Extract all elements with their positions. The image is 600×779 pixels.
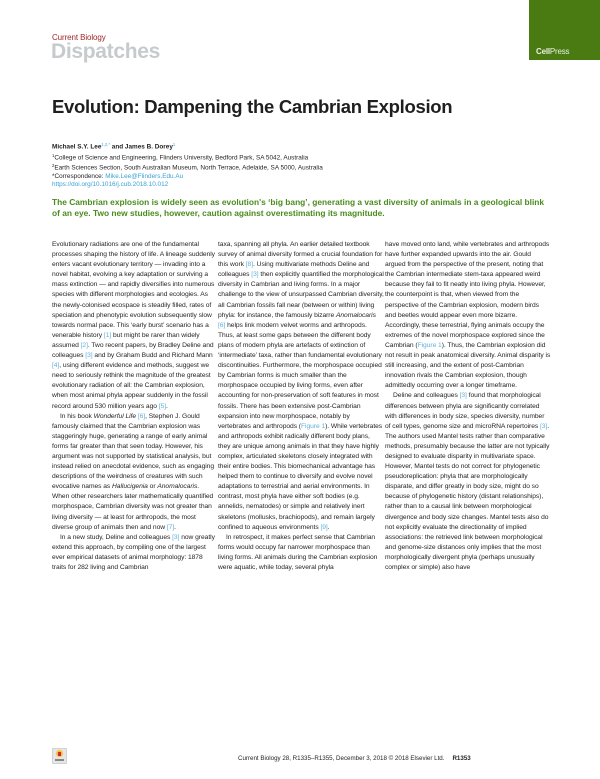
text: . When other researchers later mathematically quantified morphospace, Cambrian diversity was not greater than living diversity — at least for arthropods, the most diverse group of animals then and now	[52, 483, 214, 531]
paragraph	[52, 533, 218, 573]
text: then explicitly quantified the morphological diversity in Cambrian and living forms. In a major challenge to the view of unsurpassed Cambrian diversity, all Cambrian fossils fall near (between or within) living phyla: for instance, the famously bizarre	[218, 271, 384, 319]
page-footer	[238, 755, 471, 762]
author-joiner: and	[110, 143, 125, 151]
reference-link-1[interactable]: [1]	[103, 331, 112, 339]
reference-link-3[interactable]: [3]	[172, 533, 180, 541]
text: or	[147, 483, 158, 491]
text: , using different evidence and methods, suggest we need to seriously rethink the magnitude of the greatest evolutionary radiation of all: the Cambrian explosion, when most animal phyla appear suddenly in the fossil record around 530 million years ago	[52, 362, 211, 410]
logo-cell: Cell	[536, 47, 550, 56]
reference-link-3[interactable]: [3]	[85, 352, 93, 360]
journal-name: Current Biology	[52, 33, 106, 42]
text: , Stephen J. Gould famously claimed that the Cambrian explosion was staggeringly huge, generating a range of early animal forms far greater than that seen today. However, his argument was not supported by statistical analysis, but instead relied on anecdotal evidence, such as engaging descriptions of the weirdness of creatures with such evocative names as	[52, 412, 215, 491]
affiliation-marker: 2	[52, 163, 55, 169]
paragraph	[385, 240, 551, 391]
crossmark-check-updates-icon[interactable]	[52, 748, 67, 764]
reference-link-3[interactable]: [3]	[459, 392, 467, 400]
affiliation	[52, 162, 323, 173]
reference-link-9[interactable]: [9]	[320, 523, 328, 531]
body-column-3	[385, 240, 551, 573]
reference-link-7[interactable]: [7]	[166, 523, 175, 531]
abstract: The Cambrian explosion is widely seen as evolution's ‘big bang’, generating a vast diversity of animals in a geological blink of an eye. Two new studies, however, caution against overestimating its magnitude.	[52, 197, 545, 218]
taxon-name: Hallucigenia	[112, 483, 148, 491]
paragraph	[218, 240, 384, 533]
doi	[52, 181, 323, 189]
page-number: R1353	[452, 755, 471, 762]
affiliation	[52, 152, 323, 163]
text: In his book	[60, 412, 94, 420]
author-block	[52, 141, 323, 190]
text: In retrospect, it makes perfect sense that Cambrian forms would occupy far narrower morphospace than living forms. All animals during the Cambrian explosion were aquatic, while today, several phyla	[218, 533, 378, 571]
correspondence-label: *Correspondence:	[52, 173, 106, 181]
text: Deline and colleagues	[393, 392, 460, 400]
affiliation-marker: 1	[52, 152, 55, 158]
book-title: Wonderful Life	[93, 412, 137, 420]
author-affiliation-marker[interactable]: 1,2,*	[101, 142, 110, 147]
body-column-2	[218, 240, 384, 573]
paragraph	[52, 412, 218, 533]
author-name: Michael S.Y. Lee	[52, 143, 102, 151]
cellpress-logo[interactable]	[529, 0, 600, 60]
correspondence	[52, 173, 323, 181]
text: . The authors used Mantel tests rather than comparative methods, presumably because the latter are not typically designed to evaluate disparity in multivariate space. However, Mantel tests do not correct for phylogenetic pseudoreplication: phyla that are morphologically disparate, and differ greatly in body size, might do so because of phylogenetic history (distant relationships), rather than to a causal link between morphological divergence and body size changes. Mantel tests also do not explicitly evaluate the directionality of implied associations: the retrieved link between morphological and genome-size distances only implies that the most morphologically divergent phyla (perhaps unusually complex or simple) also have	[385, 422, 550, 571]
paragraph	[218, 533, 384, 573]
taxon-name: Anomalocaris	[157, 483, 198, 491]
text: have moved onto land, while vertebrates and arthropods have further expanded upwards into the air. Gould argued from the perspective of the present, noting that the Cambrian intermediate stem-taxa appeared weird because they fail to fit neatly into living phyla. However, the counterpoint is that, when viewed from the perspective of the Cambrian explosion, modern birds and beetles would appear even more bizarre. Accordingly, these terrestrial, flying animals occupy the extremes of the novel morphospace explored since the Cambrian (	[385, 241, 550, 349]
logo-press: Press	[549, 47, 570, 56]
citation: Current Biology 28, R1335–R1355, December 3, 2018 © 2018 Elsevier Ltd.	[238, 755, 445, 762]
text: found that morphological differences between phyla are significantly correlated with differences in body size, species diversity, number of cell types, genome size and microRNA repertoires	[385, 392, 545, 430]
text: helps link modern velvet worms and arthropods. Thus, at least some gaps between the different body plans of modern phyla are artefacts of extinction of ‘intermediate’ taxa, rather than fundamental evolutionary discontinuities. Furthermore, the morphospace occupied by Cambrian forms is much smaller than the morphospace occupied by living forms, even after accounting for non-preservation of soft features in most fossils. There has been extensive post-Cambrian expansion into new morphospace, notably by vertebrates and arthropods (	[218, 321, 382, 430]
text: . Two recent papers, by Bradley Deline and colleagues	[52, 341, 214, 360]
reference-link-6[interactable]: [6]	[137, 412, 146, 420]
paragraph	[385, 391, 551, 573]
text: taxa, spanning all phyla. An earlier detailed textbook survey of animal diversity formed a crucial foundation for this work	[218, 241, 383, 269]
text: now greatly extend this approach, by compiling one of the largest ever empirical datasets of animal morphology: 1878 traits for 282 living and Cambrian	[52, 533, 215, 571]
text: .	[166, 402, 168, 410]
text: In a new study, Deline and colleagues	[60, 533, 173, 541]
reference-link-6[interactable]: [6]	[218, 321, 226, 329]
text: . Using multivariate methods Deline and colleagues	[218, 261, 370, 279]
text: .	[327, 523, 330, 531]
reference-link-4[interactable]: [4]	[52, 362, 60, 370]
author-affiliation-marker[interactable]: 1	[172, 142, 176, 147]
affiliation-text: College of Science and Engineering, Flinders University, Bedford Park, SA 5042, Australia	[54, 154, 309, 162]
text: ). While vertebrates and arthropods exhibit radically different body plans, they are unique among animals in that they have highly complex, articulated skeletons closely integrated with their entire bodies. This biomechanical advantage has helped them to continue to diversify and evolve novel adaptations to terrestrial and aerial environments. In contrast, most phyla have either soft bodies (e.g. annelids, nematodes) or simple and relatively inert skeletons (mollusks, brachiopods), and remain largely confined to aqueous environments	[218, 422, 383, 531]
reference-link-5[interactable]: [5]	[158, 402, 167, 410]
reference-link-3[interactable]: [3]	[540, 422, 548, 430]
body-column-1	[52, 240, 218, 573]
reference-link-3[interactable]: [3]	[251, 271, 259, 279]
text: ). Thus, the Cambrian explosion did not result in peak anatomical diversity. Animal disparity is still increasing, and the extent of post-Cambrian innovation rivals the Cambrian explosion, though admittedly occurring over a longer timeframe.	[385, 341, 551, 390]
crossmark-bookmark	[58, 752, 61, 756]
taxon-name: Anomalocaris	[335, 311, 376, 319]
doi-link[interactable]: https://doi.org/10.1016/j.cub.2018.10.012	[52, 181, 169, 189]
reference-link-8[interactable]: [8]	[245, 261, 254, 269]
reference-link-2[interactable]: [2]	[80, 341, 88, 349]
text: and by Graham Budd and Richard Mann	[92, 352, 213, 360]
figure-1-link[interactable]: Figure 1	[417, 341, 442, 349]
text: but might be rarer than widely assumed	[52, 331, 200, 349]
paragraph	[52, 240, 218, 412]
author-list	[52, 141, 323, 152]
cellpress-logo-text	[536, 47, 569, 56]
text: .	[174, 523, 176, 531]
text: Evolutionary radiations are one of the fundamental processes shaping the history of life. A lineage suddenly enters vacant evolutionary territory — invading into a novel habitat, evolving a key adaptation or surviving a mass extinction — and rapidly diversifies into numerous species with different morphologies and ecologies. As the newly-colonised ecospace is steadily filled, rates of speciation and phenotypic evolution subsequently slow towards normal pace. This ‘early burst’ scenario has a venerable history	[52, 241, 215, 339]
author-name: James B. Dorey	[124, 143, 173, 151]
figure-1-link[interactable]: Figure 1	[300, 422, 326, 430]
article-title: Evolution: Dampening the Cambrian Explosion	[52, 96, 453, 117]
crossmark-label	[55, 759, 64, 761]
section-heading: Dispatches	[51, 40, 161, 63]
correspondence-email-link[interactable]: Mike.Lee@Flinders.Edu.Au	[105, 173, 184, 181]
affiliation-text: Earth Sciences Section, South Australian Museum, North Terrace, Adelaide, SA 5000, Australia	[54, 164, 323, 172]
